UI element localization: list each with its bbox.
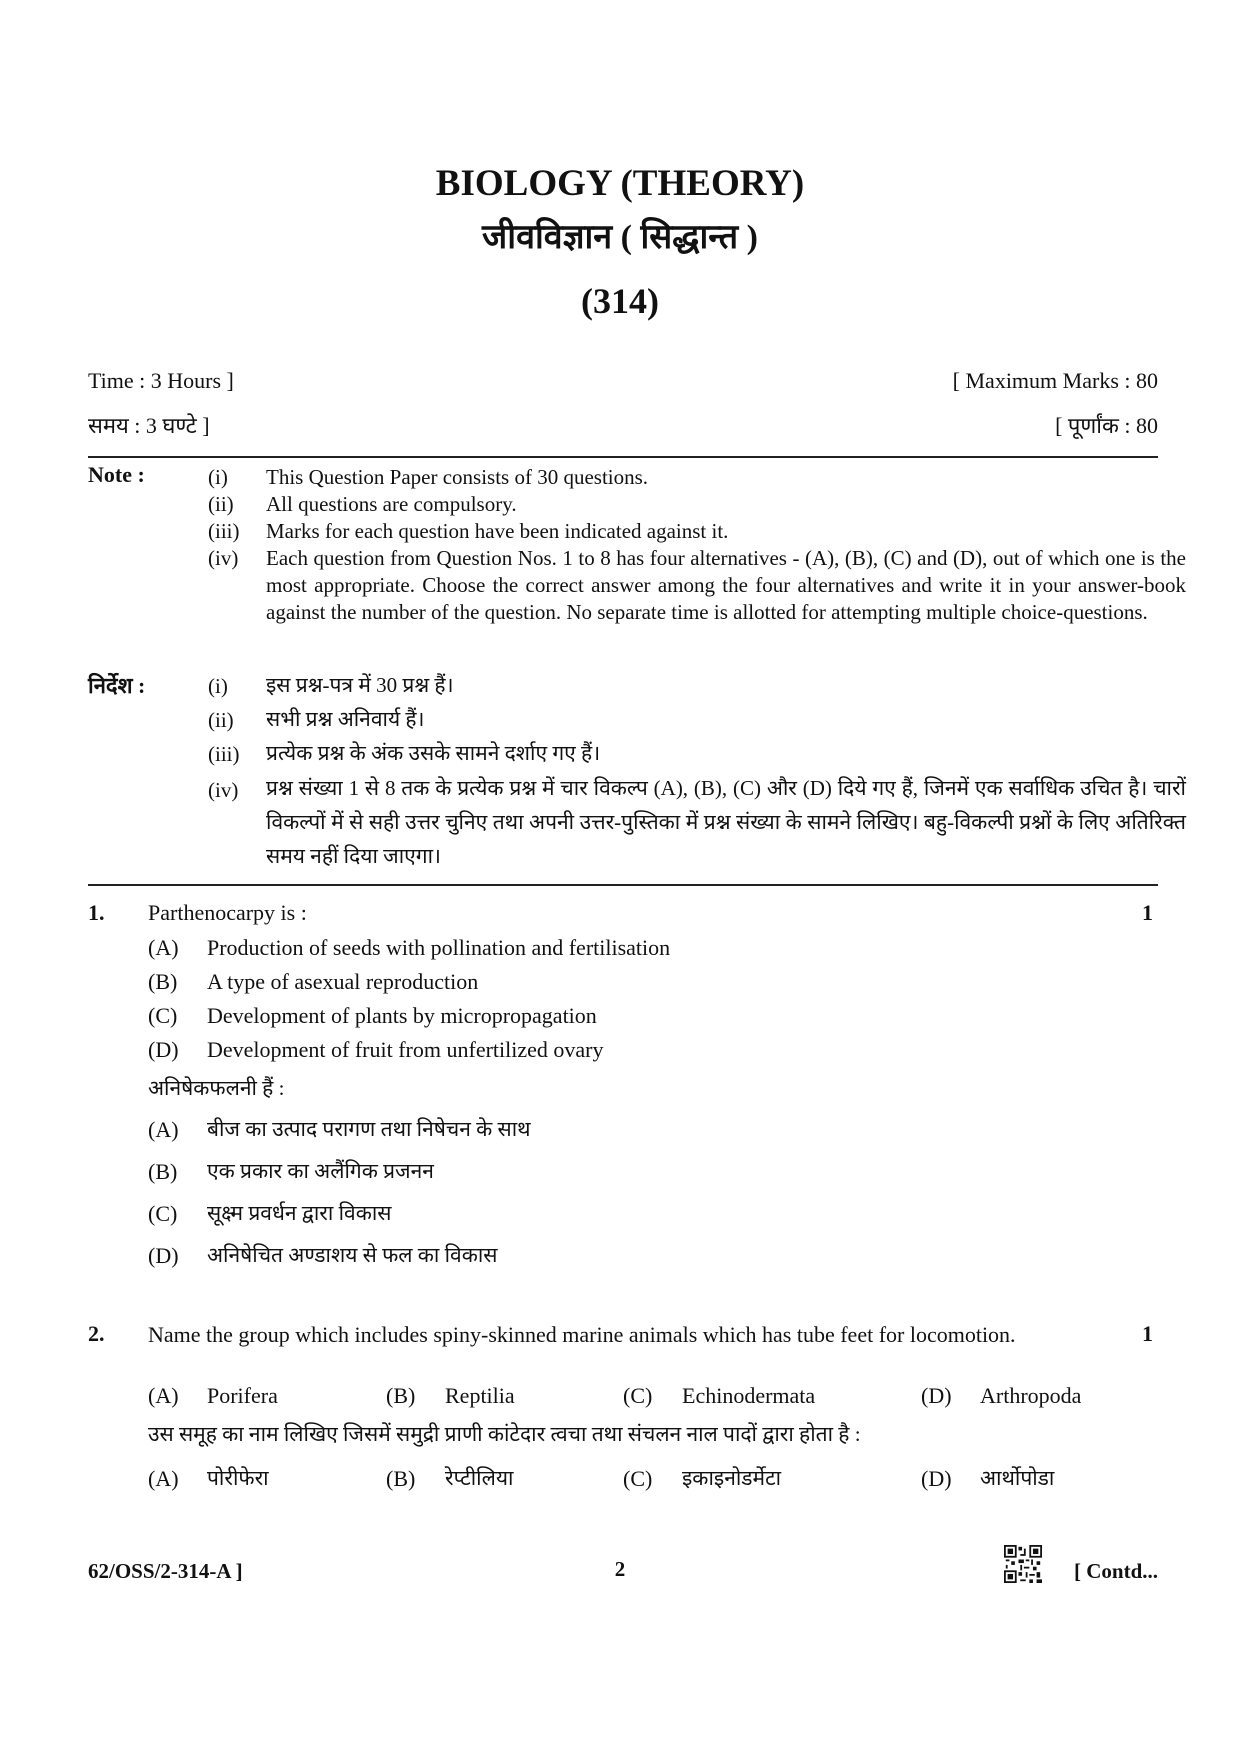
- note-text-hi: प्रत्येक प्रश्न के अंक उसके सामने दर्शाए गए हैं।: [266, 741, 601, 765]
- option-text: Reptilia: [445, 1383, 515, 1408]
- option-letter: (D): [148, 1243, 179, 1268]
- option-text: A type of asexual reproduction: [207, 969, 479, 994]
- note-text-hi: इस प्रश्न-पत्र में 30 प्रश्न हैं।: [266, 673, 454, 697]
- max-marks-hi: [ पूर्णांक : 80: [1055, 413, 1158, 438]
- option-text-hi: रेप्टीलिया: [445, 1466, 514, 1490]
- note-num: (iii): [208, 519, 240, 543]
- option-letter: (B): [386, 1383, 416, 1408]
- option-letter: (C): [623, 1383, 653, 1408]
- option-text-hi: पोरीफेरा: [207, 1466, 269, 1490]
- question-text: Parthenocarpy is :: [148, 900, 307, 925]
- page-number: 2: [614, 1557, 626, 1581]
- option-text-hi: अनिषेचित अण्डाशय से फल का विकास: [207, 1243, 498, 1267]
- option-letter: (A): [148, 1117, 179, 1142]
- paper-title-en: BIOLOGY (THEORY): [435, 163, 805, 204]
- note-num: (i): [208, 465, 228, 489]
- question-marks: 1: [1142, 900, 1153, 925]
- note-label: Note :: [88, 462, 145, 487]
- time-hi: समय : 3 घण्टे ]: [88, 413, 210, 438]
- option-letter: (C): [148, 1003, 178, 1028]
- option-letter: (A): [148, 1383, 179, 1408]
- paper-title-hi: जीवविज्ञान ( सिद्धान्त ): [482, 219, 758, 256]
- option-letter: (C): [623, 1466, 653, 1491]
- option-text-hi: एक प्रकार का अलैंगिक प्रजनन: [207, 1159, 434, 1183]
- note-num: (iv): [208, 546, 239, 570]
- option-letter: (A): [148, 935, 179, 960]
- option-letter: (A): [148, 1466, 179, 1491]
- option-text-hi: आर्थोपोडा: [980, 1466, 1055, 1490]
- option-text-hi: सूक्ष्म प्रवर्धन द्वारा विकास: [207, 1201, 392, 1225]
- notes-divider: [88, 884, 1158, 886]
- note-num: (iii): [208, 742, 240, 766]
- contd-label: [ Contd...: [1073, 1559, 1158, 1583]
- note-text-hi: प्रश्न संख्या 1 से 8 तक के प्रत्येक प्रश्न में चार विकल्प (A), (B), (C) और (D) दिये गए हैं, जिनमें एक सर्वाधिक उचित है। चारों विकल्पों में से सही उत्तर चुनिए तथा अपनी उत्तर-पुस्तिका में प्रश्न संख्या के सामने लिखिए। बहु-विकल्पी प्रश्नों के लिए अतिरिक्त समय नहीं दिया जाएगा।: [266, 776, 1186, 868]
- paper-code: 62/OSS/2-314-A ]: [88, 1559, 243, 1583]
- qr-code-icon: [1004, 1545, 1042, 1583]
- option-letter: (D): [148, 1037, 179, 1062]
- note-num: (iv): [208, 778, 239, 802]
- option-letter: (D): [921, 1466, 952, 1491]
- option-letter: (B): [148, 1159, 178, 1184]
- time-en: Time : 3 Hours ]: [88, 368, 234, 393]
- question-number: 2.: [88, 1321, 105, 1346]
- note-num: (ii): [208, 492, 234, 516]
- option-text: Development of fruit from unfertilized ovary: [207, 1037, 604, 1062]
- header-divider: [88, 456, 1158, 458]
- option-text: Porifera: [207, 1383, 278, 1408]
- option-letter: (B): [148, 969, 178, 994]
- note-text: This Question Paper consists of 30 questions.: [266, 465, 649, 489]
- option-text: Echinodermata: [682, 1383, 816, 1408]
- note-text: Each question from Question Nos. 1 to 8 has four alternatives - (A), (B), (C) and (D), out of which one is the most appropriate. Choose the correct answer among the four alternatives and write it in your answer-book against the number of the question. No separate time is allotted for attempting multiple choice-questions.: [266, 546, 1186, 624]
- option-text: Production of seeds with pollination and fertilisation: [207, 935, 671, 960]
- note-text-hi: सभी प्रश्न अनिवार्य हैं।: [266, 707, 425, 731]
- option-letter: (D): [921, 1383, 952, 1408]
- note-num: (i): [208, 674, 228, 698]
- option-text-hi: इकाइनोडर्मेटा: [682, 1466, 782, 1490]
- option-letter: (B): [386, 1466, 416, 1491]
- question-text: Name the group which includes spiny-skinned marine animals which has tube feet for locomotion.: [148, 1322, 1016, 1347]
- note-text: All questions are compulsory.: [266, 492, 517, 516]
- question-number: 1.: [88, 900, 105, 925]
- question-marks: 1: [1142, 1321, 1153, 1346]
- note-num: (ii): [208, 708, 234, 732]
- option-text: Arthropoda: [980, 1383, 1082, 1408]
- subject-code: (314): [581, 281, 659, 321]
- note-label-hi: निर्देश :: [88, 673, 146, 698]
- note-text: Marks for each question have been indicated against it.: [266, 519, 729, 543]
- option-text: Development of plants by micropropagation: [207, 1003, 597, 1028]
- option-letter: (C): [148, 1201, 178, 1226]
- max-marks-en: [ Maximum Marks : 80: [952, 368, 1158, 393]
- question-text-hi: उस समूह का नाम लिखिए जिसमें समुद्री प्राणी कांटेदार त्वचा तथा संचलन नाल पादों द्वारा होता है :: [148, 1422, 861, 1446]
- question-text-hi: अनिषेकफलनी हैं :: [148, 1076, 285, 1100]
- option-text-hi: बीज का उत्पाद परागण तथा निषेचन के साथ: [207, 1117, 531, 1141]
